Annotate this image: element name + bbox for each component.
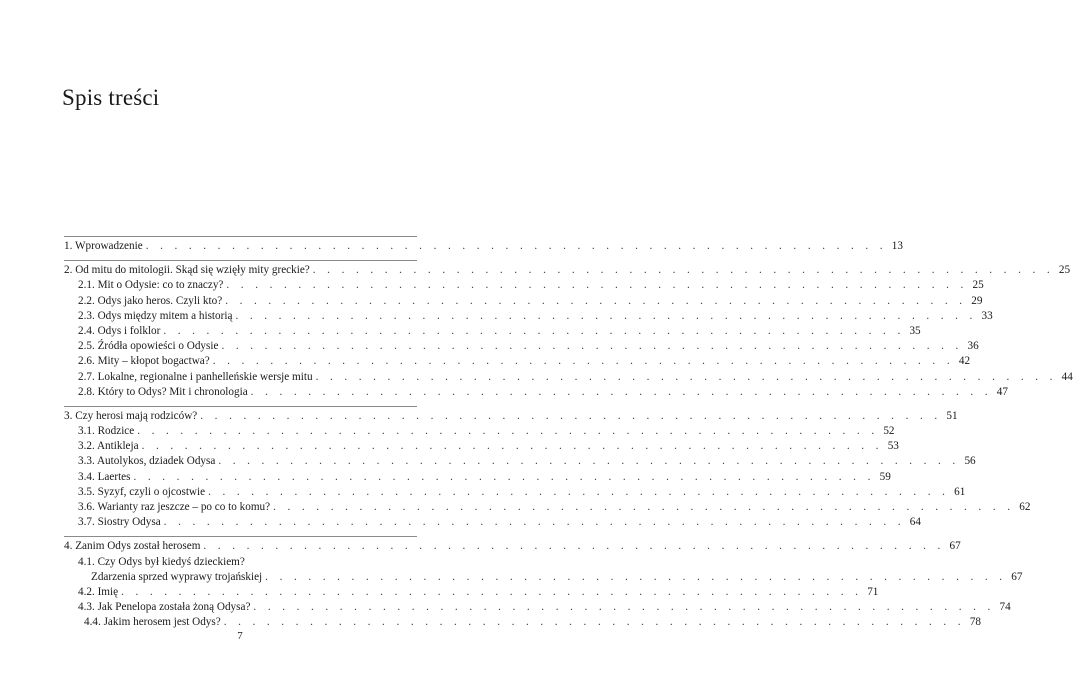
toc-page-number: 74	[999, 601, 1011, 614]
toc-page-number: 36	[967, 340, 979, 353]
toc-subentry[interactable]	[64, 439, 899, 454]
toc-page-number: 62	[1019, 501, 1031, 513]
toc-leader-dots: . . . . . . . . . . . . . . . . . . . . . . . . . . . . . . . . . . . . . . . . . . . . . . . . . . . .	[137, 425, 879, 438]
toc-subentry[interactable]	[64, 615, 981, 630]
toc-subentry[interactable]	[64, 385, 1008, 400]
page-number: 7	[237, 630, 243, 642]
toc-leader-dots: . . . . . . . . . . . . . . . . . . . . . . . . . . . . . . . . . . . . . . . . . . . . . . . . . . . .	[208, 485, 950, 498]
toc-subentry[interactable]	[64, 570, 1023, 585]
toc-entry-label: Zdarzenia sprzed wyprawy trojańskiej	[91, 570, 263, 583]
toc-entry-label: 3. Czy herosi mają rodziców?	[64, 409, 198, 422]
toc-entry-label: 3.6. Warianty raz jeszcze – po co to komu?	[78, 501, 271, 513]
toc-entry-label: 1. Wprowadzenie	[64, 240, 143, 252]
table-of-contents	[64, 236, 1073, 637]
toc-entry-label: 2.3. Odys między mitem a historią	[78, 309, 233, 322]
toc-leader-dots: . . . . . . . . . . . . . . . . . . . . . . . . . . . . . . . . . . . . . . . . . . . . . . . . . . . .	[225, 294, 967, 307]
toc-entry-label: 2.1. Mit o Odysie: co to znaczy?	[78, 279, 224, 292]
toc-leader-dots: . . . . . . . . . . . . . . . . . . . . . . . . . . . . . . . . . . . . . . . . . . . . . . . . . . . .	[315, 370, 1057, 383]
toc-subentry[interactable]	[64, 470, 891, 485]
toc-page-number: 25	[972, 279, 984, 292]
toc-entry-label: 4. Zanim Odys został herosem	[64, 540, 201, 553]
toc-page-number: 61	[954, 485, 966, 498]
toc-subentry[interactable]	[64, 500, 1031, 515]
toc-chapter-entry[interactable]	[64, 539, 961, 554]
toc-page-number: 56	[964, 455, 976, 468]
toc-subentry[interactable]	[64, 485, 966, 500]
toc-entry-label: 3.3. Autolykos, dziadek Odysa	[78, 455, 216, 468]
toc-entry-label: 4.3. Jak Penelopa została żoną Odysa?	[78, 601, 251, 614]
toc-leader-dots: . . . . . . . . . . . . . . . . . . . . . . . . . . . . . . . . . . . . . . . . . . . . . . . . . . . .	[226, 279, 968, 292]
toc-leader-dots: . . . . . . . . . . . . . . . . . . . . . . . . . . . . . . . . . . . . . . . . . . . . . . . . . . . .	[141, 440, 883, 453]
toc-page-number: 78	[969, 616, 981, 629]
toc-page-number: 42	[958, 355, 971, 368]
toc-page-number: 67	[1011, 570, 1023, 583]
toc-page-number: 59	[879, 470, 891, 483]
toc-page-number: 67	[949, 540, 961, 553]
toc-leader-dots: . . . . . . . . . . . . . . . . . . . . . . . . . . . . . . . . . . . . . . . . . . . . . . . . . . . .	[273, 501, 1015, 513]
toc-subentry[interactable]	[64, 294, 983, 309]
toc-chapter	[64, 536, 1023, 630]
toc-subentry[interactable]	[64, 555, 417, 570]
toc-leader-dots: . . . . . . . . . . . . . . . . . . . . . . . . . . . . . . . . . . . . . . . . . . . . . . . . . . . .	[203, 540, 945, 553]
toc-leader-dots: . . . . . . . . . . . . . . . . . . . . . . . . . . . . . . . . . . . . . . . . . . . . . . . . . . . .	[312, 264, 1055, 277]
toc-page-number: 52	[883, 425, 895, 438]
toc-entry-label: 3.4. Laertes	[78, 470, 131, 483]
toc-page-number: 29	[971, 294, 983, 307]
toc-chapter-entry[interactable]	[64, 263, 1071, 278]
toc-page-number: 13	[891, 240, 903, 252]
toc-entry-label: 3.7. Siostry Odysa	[78, 516, 161, 529]
toc-leader-dots: . . . . . . . . . . . . . . . . . . . . . . . . . . . . . . . . . . . . . . . . . . . . . . . . . . . .	[145, 240, 887, 252]
toc-leader-dots: . . . . . . . . . . . . . . . . . . . . . . . . . . . . . . . . . . . . . . . . . . . . . . . . . . . .	[221, 340, 963, 353]
toc-leader-dots: . . . . . . . . . . . . . . . . . . . . . . . . . . . . . . . . . . . . . . . . . . . . . . . . . . . .	[200, 409, 942, 422]
toc-subentry[interactable]	[64, 424, 895, 439]
toc-chapter	[64, 236, 903, 254]
toc-subentry[interactable]	[64, 339, 979, 354]
toc-entry-label: 2.4. Odys i folklor	[78, 324, 161, 337]
page-title: Spis treści	[62, 85, 160, 111]
toc-entry-label: 2.8. Który to Odys? Mit i chronologia	[78, 385, 248, 398]
toc-entry-label: 2.6. Mity – kłopot bogactwa?	[78, 355, 210, 368]
toc-page-number: 64	[909, 516, 921, 529]
toc-leader-dots: . . . . . . . . . . . . . . . . . . . . . . . . . . . . . . . . . . . . . . . . . . . . . . . . . . . .	[163, 516, 905, 529]
toc-subentry[interactable]	[64, 585, 879, 600]
toc-entry-label: 4.4. Jakim herosem jest Odys?	[84, 616, 221, 629]
toc-chapter	[64, 406, 1031, 531]
toc-leader-dots: . . . . . . . . . . . . . . . . . . . . . . . . . . . . . . . . . . . . . . . . . . . . . . . . . . . .	[163, 324, 905, 337]
toc-leader-dots: . . . . . . . . . . . . . . . . . . . . . . . . . . . . . . . . . . . . . . . . . . . . . . . . . . . .	[265, 570, 1007, 583]
toc-entry-label: 2.5. Źródła opowieści o Odysie	[78, 340, 219, 353]
toc-page-number: 51	[946, 409, 958, 422]
toc-entry-label: 3.5. Syzyf, czyli o ojcostwie	[78, 485, 206, 498]
toc-chapter-entry[interactable]	[64, 409, 958, 424]
toc-chapter	[64, 260, 1073, 400]
toc-page-number: 71	[867, 585, 879, 598]
toc-leader-dots: . . . . . . . . . . . . . . . . . . . . . . . . . . . . . . . . . . . . . . . . . . . . . . . . . . . .	[133, 470, 875, 483]
toc-entry-label: 2. Od mitu do mitologii. Skąd się wzięły mity greckie?	[64, 264, 310, 277]
toc-leader-dots: . . . . . . . . . . . . . . . . . . . . . . . . . . . . . . . . . . . . . . . . . . . . . . . . . . . .	[121, 585, 863, 598]
toc-entry-label: 4.1. Czy Odys był kiedyś dzieckiem?	[78, 555, 245, 568]
toc-entry-label: 3.2. Antikleja	[78, 440, 139, 453]
toc-subentry[interactable]	[64, 354, 971, 369]
toc-page-number: 25	[1058, 264, 1071, 277]
toc-subentry[interactable]	[64, 370, 1073, 385]
toc-subentry[interactable]	[64, 309, 993, 324]
toc-entry-label: 2.2. Odys jako heros. Czyli kto?	[78, 294, 223, 307]
toc-subentry[interactable]	[64, 600, 1011, 615]
toc-subentry[interactable]	[64, 324, 921, 339]
toc-leader-dots: . . . . . . . . . . . . . . . . . . . . . . . . . . . . . . . . . . . . . . . . . . . . . . . . . . . .	[223, 616, 965, 629]
toc-page-number: 35	[909, 324, 921, 337]
toc-leader-dots: . . . . . . . . . . . . . . . . . . . . . . . . . . . . . . . . . . . . . . . . . . . . . . . . . . . .	[218, 455, 960, 468]
toc-page-number: 47	[996, 385, 1008, 398]
toc-entry-label: 4.2. Imię	[78, 585, 119, 598]
toc-entry-label: 3.1. Rodzice	[78, 425, 135, 438]
toc-entry-label: 2.7. Lokalne, regionalne i panhelleńskie wersje mitu	[78, 370, 313, 383]
toc-leader-dots: . . . . . . . . . . . . . . . . . . . . . . . . . . . . . . . . . . . . . . . . . . . . . . . . . . . .	[212, 355, 955, 368]
toc-subentry[interactable]	[64, 454, 976, 469]
toc-page-number: 44	[1061, 370, 1073, 383]
toc-page-number: 53	[887, 440, 899, 453]
toc-leader-dots: . . . . . . . . . . . . . . . . . . . . . . . . . . . . . . . . . . . . . . . . . . . . . . . . . . . .	[253, 601, 995, 614]
toc-subentry[interactable]	[64, 515, 921, 530]
toc-chapter-entry[interactable]	[64, 239, 903, 254]
toc-leader-dots: . . . . . . . . . . . . . . . . . . . . . . . . . . . . . . . . . . . . . . . . . . . . . . . . . . . .	[250, 385, 992, 398]
toc-page-number: 33	[981, 309, 993, 322]
toc-subentry[interactable]	[64, 278, 984, 293]
toc-leader-dots: . . . . . . . . . . . . . . . . . . . . . . . . . . . . . . . . . . . . . . . . . . . . . . . . . . . .	[235, 309, 977, 322]
